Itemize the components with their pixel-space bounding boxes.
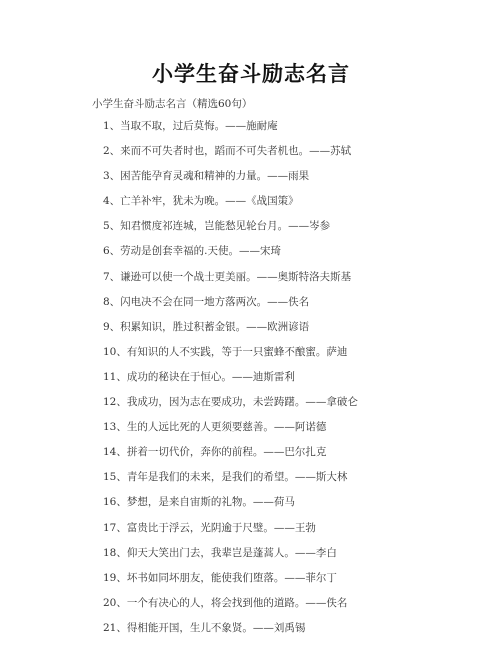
quote-item: 1、当取不取，过后莫悔。——施耐庵	[103, 120, 278, 132]
quote-item: 18、仰天大笑出门去，我辈岂是蓬蒿人。——李白	[103, 546, 337, 559]
quote-item: 8、闪电决不会在同一地方落两次。——佚名	[103, 295, 310, 308]
document-subtitle: 小学生奋斗励志名言（精选60句）	[92, 98, 253, 110]
quote-list	[103, 120, 358, 647]
quote-item: 20、一个有决心的人，将会找到他的道路。——佚名	[103, 596, 348, 609]
quote-item: 5、知君惯度祁连城，岂能愁见轮台月。——岑参	[103, 220, 331, 233]
quote-item: 10、有知识的人不实践，等于一只蜜蜂不酿蜜。萨迪	[103, 345, 348, 358]
quote-item: 17、富贵比于浮云，光阴逾于尺璧。——王勃	[103, 521, 316, 534]
quote-item: 7、谦逊可以使一个战士更美丽。——奥斯特洛夫斯基	[103, 270, 352, 283]
quote-item: 13、生的人远比死的人更须要慈善。——阿诺德	[103, 421, 327, 434]
quote-item: 12、我成功，因为志在要成功，未尝踌躇。——拿破仑	[103, 396, 358, 409]
quote-item: 4、亡羊补牢，犹未为晚。——《战国策》	[103, 195, 299, 208]
quote-item: 2、来而不可失者时也，蹈而不可失者机也。——苏轼	[103, 145, 352, 158]
document-title: 小学生奋斗励志名言	[152, 62, 350, 86]
quote-item: 3、困苦能孕育灵魂和精神的力量。——雨果	[103, 170, 310, 183]
quote-item: 15、青年是我们的未来，是我们的希望。——斯大林	[103, 471, 348, 484]
quote-item: 21、得相能开国，生儿不象贤。——刘禹锡	[103, 621, 306, 634]
quote-item: 16、梦想，是来自宙斯的礼物。——荷马	[103, 496, 295, 509]
quote-item: 14、拼着一切代价，奔你的前程。——巴尔扎克	[103, 446, 327, 459]
quote-item: 9、积累知识，胜过积蓄金银。——欧洲谚语	[103, 320, 310, 333]
quote-item: 19、坏书如同坏朋友，能使我们堕落。——菲尔丁	[103, 571, 337, 584]
quote-item: 11、成功的秘诀在于恒心。——迪斯雷利	[103, 370, 295, 383]
quote-item: 6、劳动是创套幸福的.天使。——宋琦	[103, 245, 282, 258]
